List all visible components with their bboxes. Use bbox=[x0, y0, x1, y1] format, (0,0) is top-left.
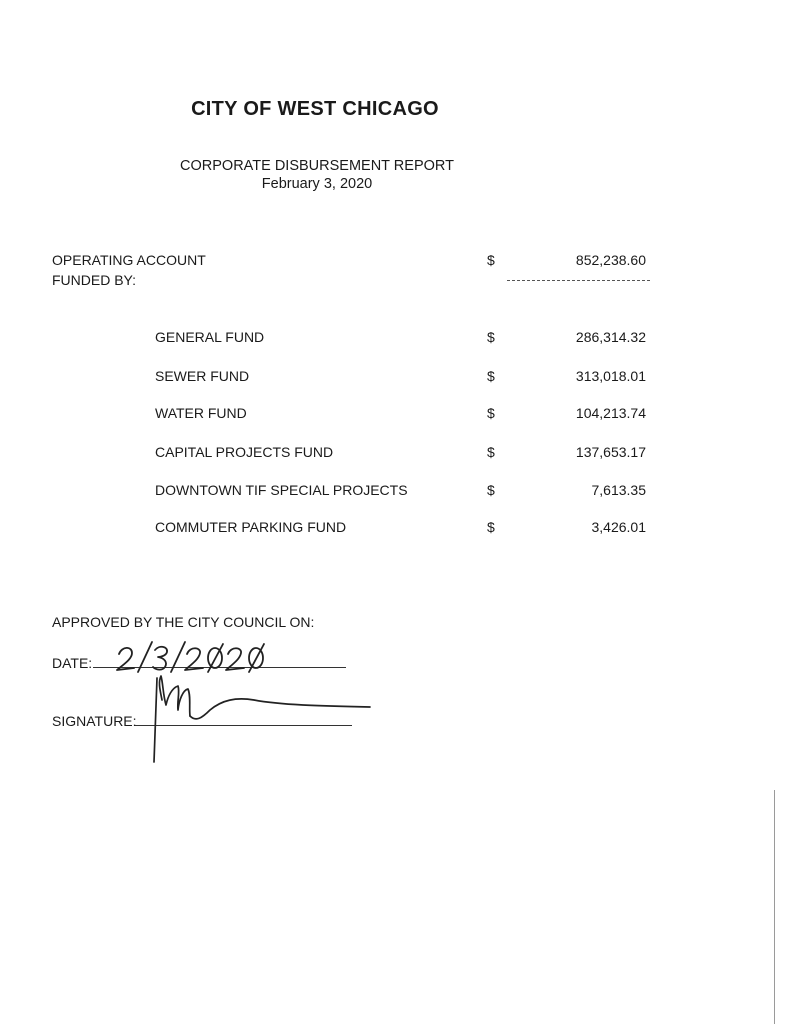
fund-amount: 104,213.74 bbox=[575, 405, 646, 421]
fund-name: SEWER FUND bbox=[155, 368, 250, 384]
fund-amount: 313,018.01 bbox=[575, 368, 646, 384]
operating-currency: $ bbox=[487, 252, 495, 268]
fund-name: COMMUTER PARKING FUND bbox=[155, 519, 347, 535]
report-date: February 3, 2020 bbox=[261, 176, 373, 192]
fund-amount: 7,613.35 bbox=[591, 482, 646, 498]
fund-amount: 137,653.17 bbox=[575, 444, 646, 460]
fund-currency: $ bbox=[487, 519, 495, 535]
funded-by-label: FUNDED BY: bbox=[52, 272, 137, 288]
operating-account-label: OPERATING ACCOUNT bbox=[52, 252, 206, 268]
approval-heading: APPROVED BY THE CITY COUNCIL ON: bbox=[52, 614, 315, 630]
fund-amount: 3,426.01 bbox=[591, 519, 646, 535]
fund-currency: $ bbox=[487, 329, 495, 345]
fund-name: GENERAL FUND bbox=[155, 329, 265, 345]
date-label: DATE: bbox=[52, 655, 93, 671]
fund-name: DOWNTOWN TIF SPECIAL PROJECTS bbox=[155, 482, 408, 498]
handwritten-date bbox=[117, 642, 264, 672]
report-name: CORPORATE DISBURSEMENT REPORT bbox=[180, 158, 454, 174]
document-title: CITY OF WEST CHICAGO bbox=[191, 98, 439, 120]
operating-amount: 852,238.60 bbox=[575, 252, 646, 268]
fund-amount: 286,314.32 bbox=[575, 329, 646, 345]
fund-currency: $ bbox=[487, 482, 495, 498]
fund-currency: $ bbox=[487, 368, 495, 384]
fund-name: CAPITAL PROJECTS FUND bbox=[155, 444, 334, 460]
fund-currency: $ bbox=[487, 405, 495, 421]
signature-scribble bbox=[154, 676, 370, 762]
fund-name: WATER FUND bbox=[155, 405, 247, 421]
signature-label: SIGNATURE: bbox=[52, 713, 137, 729]
fund-currency: $ bbox=[487, 444, 495, 460]
